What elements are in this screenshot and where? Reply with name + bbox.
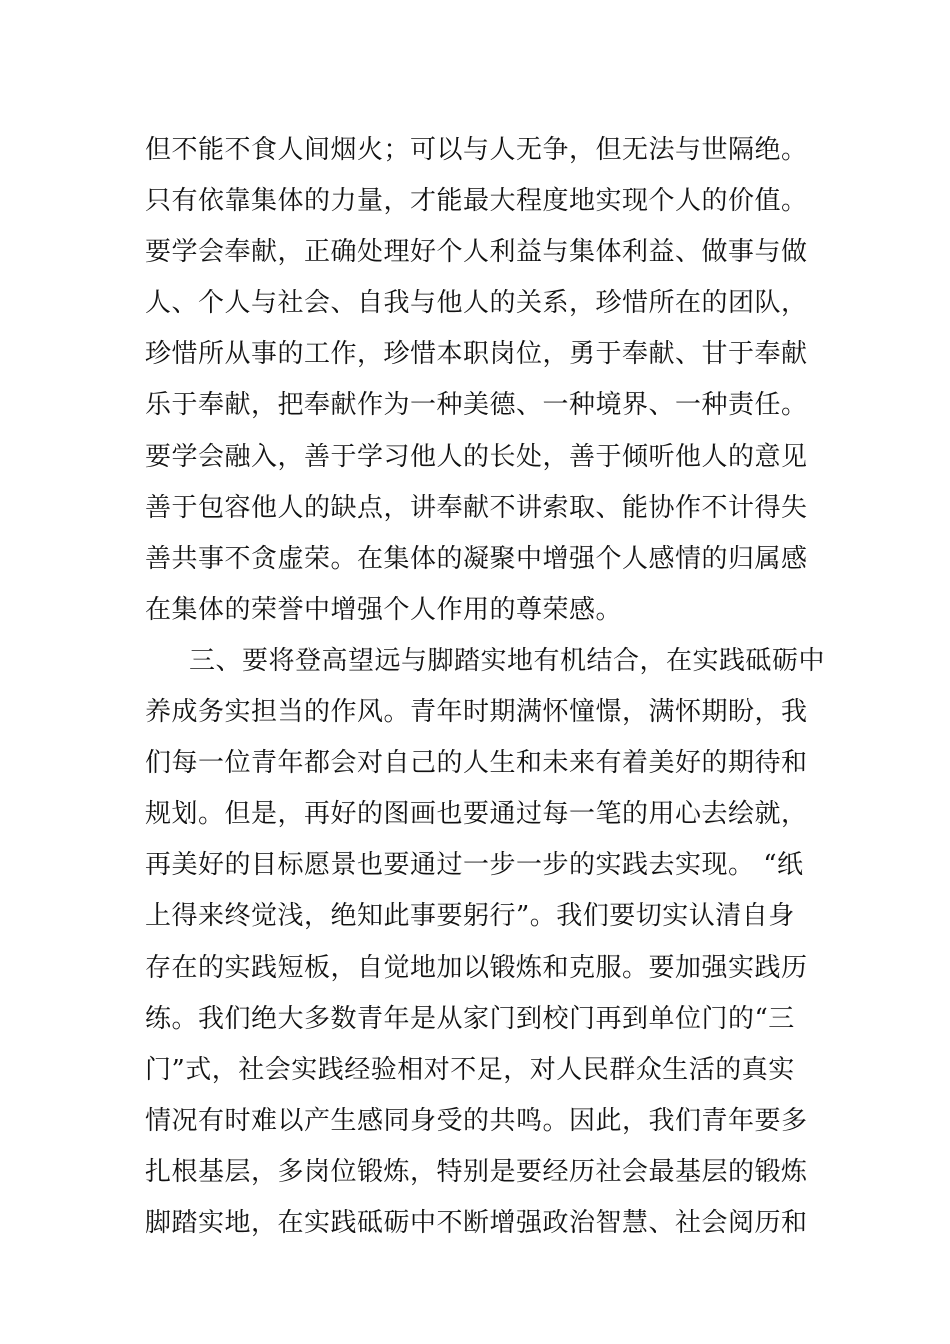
text-line: 善共事不贪虚荣。在集体的凝聚中增强个人感情的归属感 xyxy=(145,543,808,574)
text-line: 门”式，社会实践经验相对不足，对人民群众生活的真实 xyxy=(145,1054,795,1085)
text-line: 上得来终觉浅，绝知此事要躬行”。我们要切实认清自身 xyxy=(145,901,795,932)
text-line: 要学会融入，善于学习他人的长处，善于倾听他人的意见 xyxy=(145,441,808,472)
text-line: 只有依靠集体的力量，才能最大程度地实现个人的价值。 xyxy=(145,186,808,217)
text-line: 们每一位青年都会对自己的人生和未来有着美好的期待和 xyxy=(145,748,808,779)
text-line: 扎根基层，多岗位锻炼，特别是要经历社会最基层的锻炼 xyxy=(145,1156,808,1187)
text-line: 练。我们绝大多数青年是从家门到校门再到单位门的“三 xyxy=(145,1003,795,1034)
text-line: 规划。但是，再好的图画也要通过每一笔的用心去绘就， xyxy=(145,799,808,830)
text-line: 但不能不食人间烟火；可以与人无争，但无法与世隔绝。 xyxy=(145,135,808,165)
body-text xyxy=(145,125,826,1249)
text-line: 存在的实践短板，自觉地加以锻炼和克服。要加强实践历 xyxy=(145,952,808,983)
text-line: 珍惜所从事的工作，珍惜本职岗位，勇于奉献、甘于奉献 xyxy=(145,339,808,370)
text-line: 脚踏实地，在实践砥砺中不断增强政治智慧、社会阅历和 xyxy=(145,1207,808,1238)
text-line: 乐于奉献，把奉献作为一种美德、一种境界、一种责任。 xyxy=(145,390,808,421)
text-line: 情况有时难以产生感同身受的共鸣。因此，我们青年要多 xyxy=(145,1105,808,1136)
text-line: 要学会奉献，正确处理好个人利益与集体利益、做事与做 xyxy=(145,237,808,268)
text-line: 人、个人与社会、自我与他人的关系，珍惜所在的团队， xyxy=(145,288,808,319)
text-line: 养成务实担当的作风。青年时期满怀憧憬，满怀期盼，我 xyxy=(145,697,808,728)
text-line: 善于包容他人的缺点，讲奉献不讲索取、能协作不计得失 xyxy=(145,492,808,523)
section-heading-line: 三、要将登高望远与脚踏实地有机结合，在实践砥砺中 xyxy=(189,645,826,676)
text-line: 在集体的荣誉中增强个人作用的尊荣感。 xyxy=(145,594,623,625)
text-line: 再美好的目标愿景也要通过一步一步的实践去实现。 “纸 xyxy=(145,850,804,881)
